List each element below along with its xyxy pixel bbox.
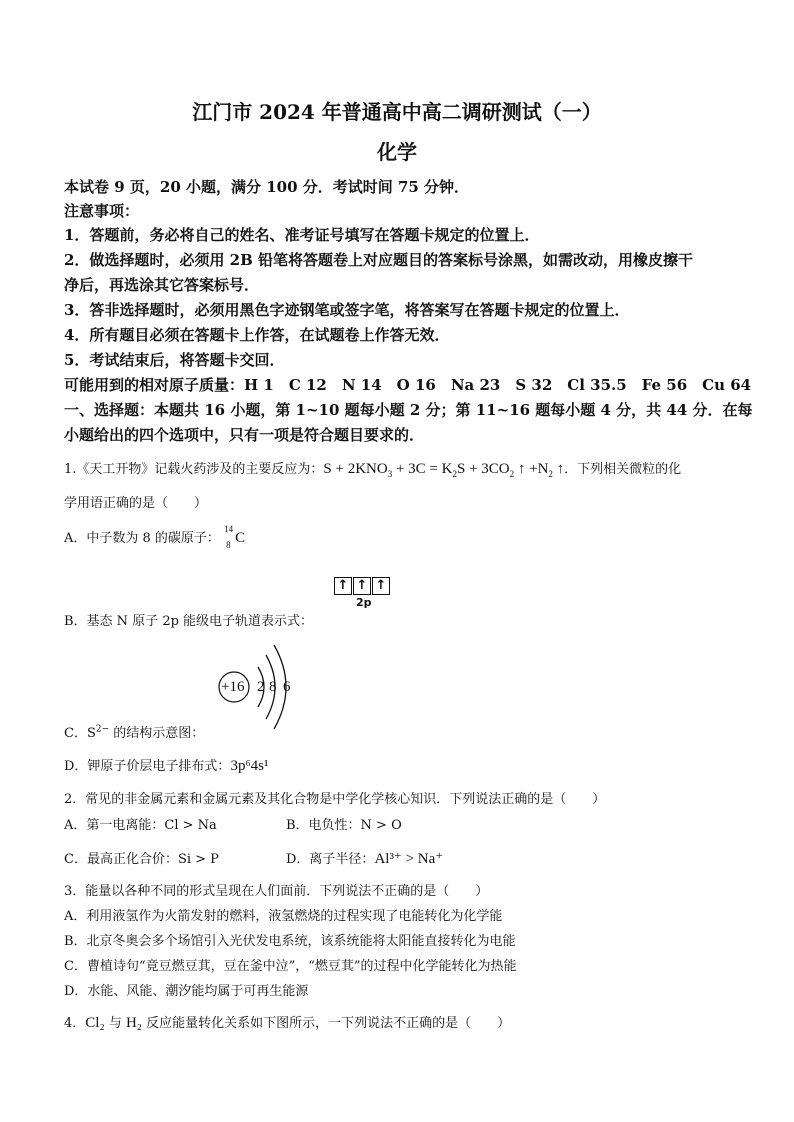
q1-option-a-text: A．中子数为 8 的碳原子： [64,531,220,546]
q3-option-c: C．曹植诗句“竟豆燃豆萁，豆在釜中泣”，“燃豆萁”的过程中化学能转化为热能 [64,959,517,974]
q1-option-d [64,755,269,775]
q4-middle: 与 [104,1016,126,1031]
notice-item: 净后，再选涂其它答案标号． [64,276,260,294]
notice-item: 5．考试结束后，将答题卡交回． [64,351,285,369]
mass-number: 14 [224,523,234,534]
shell-electrons: 6 [283,679,291,695]
subject-title: 化学 [377,140,417,164]
q2-option-c: C．最高正化合价：Si > P [64,852,219,867]
reactant-chlorine: Cl₂ [85,1015,105,1031]
q2-stem: 2．常见的非金属元素和金属元素及其化合物是中学化学核心知识．下列说法正确的是（ ） [64,792,606,807]
element-symbol: C [235,529,246,546]
q1-stem [64,458,681,478]
shell-electrons: 8 [269,679,277,695]
q1-option-c-tail: 的结构示意图： [109,726,205,741]
carbon-isotope-formula [224,523,250,550]
notice-item: 1．答题前，务必将自己的姓名、准考证号填写在答题卡规定的位置上． [64,226,540,244]
exam-intro: 本试卷 9 页，20 小题，满分 100 分．考试时间 75 分钟． [64,178,470,196]
notice-item: 3．答非选择题时，必须用黑色字迹钢笔或签字笔，将答案写在答题卡规定的位置上． [64,301,630,319]
atomic-number: 8 [226,539,231,550]
q1-option-d-text: D．钾原子价层电子排布式： [64,759,231,774]
q1-option-c [64,722,204,741]
orbital-box: ↑ [372,577,390,595]
section-heading: 一、选择题：本题共 16 小题，第 1~10 题每小题 2 分；第 11~16 题每小题 4 分，共 44 分．在每 [64,401,753,419]
q3-option-a: A．利用液氢作为火箭发射的燃料，液氢燃烧的过程实现了电能转化为化学能 [64,909,503,924]
reactant-hydrogen: H₂ [125,1015,143,1031]
q4-stem-suffix: 反应能量转化关系如下图所示，一下列说法不正确的是（ ） [142,1016,511,1031]
q4-number: 4． [64,1016,86,1031]
ion-radius-formula: Al³⁺ > Na⁺ [374,851,444,867]
q1-stem-prefix: 1.《天工开物》记载火药涉及的主要反应为： [64,462,324,477]
q1-option-a [64,523,250,550]
atomic-masses: 可能用到的相对原子质量：H 1 C 12 N 14 O 16 Na 23 S 32 Cl 35.5 Fe 56 Cu 64 [64,376,752,394]
shell-electrons: 2 [257,679,265,695]
q3-stem: 3．能量以各种不同的形式呈现在人们面前．下列说法不正确的是（ ） [64,884,489,899]
notice-item: 2．做选择题时，必须用 2B 铅笔将答题卷上对应题目的答案标号涂黑，如需改动，用橡皮擦干 [64,251,694,269]
q3-option-b: B．北京冬奥会多个场馆引入光伏发电系统，该系统能将太阳能直接转化为电能 [64,934,516,949]
orbital-diagram [334,577,394,611]
electron-config: 3p⁶4s¹ [230,758,269,774]
nucleus-charge: +16 [221,679,245,695]
exam-title: 江门市 2024 年普通高中高二调研测试（一） [192,100,602,124]
q2-option-a: A．第一电离能：Cl > Na [64,818,217,833]
notice-item: 4．所有题目必须在答题卡上作答，在试题卷上作答无效． [64,326,450,344]
q2-option-b: B．电负性：N > O [286,818,402,833]
orbital-label: 2p [356,596,372,609]
section-heading-cont: 小题给出的四个选项中，只有一项是符合题目要求的． [64,426,425,444]
orbital-box: ↑ [334,577,352,595]
q1-option-b: B．基态 N 原子 2p 能级电子轨道表示式： [64,614,314,629]
q1-stem-suffix: ．下列相关微粒的化 [564,462,682,477]
orbital-box: ↑ [353,577,371,595]
q4-stem [64,1012,510,1032]
q3-option-d: D．水能、风能、潮汐能均属于可再生能源 [64,984,309,999]
ion-charge: 2− [95,724,110,735]
q1-stem-line2: 学用语正确的是（ ） [64,496,208,511]
reaction-equation: $S + 2KNO_3 + 3C = K_2S + 3CO_2$ ↑ $+N_2$ ↑ [323,461,565,479]
notice-heading: 注意事项： [64,202,140,220]
q1-option-c-label: C．S [64,726,96,741]
q2-option-d [286,848,443,868]
q2-option-d-text: D．离子半径： [286,852,375,867]
